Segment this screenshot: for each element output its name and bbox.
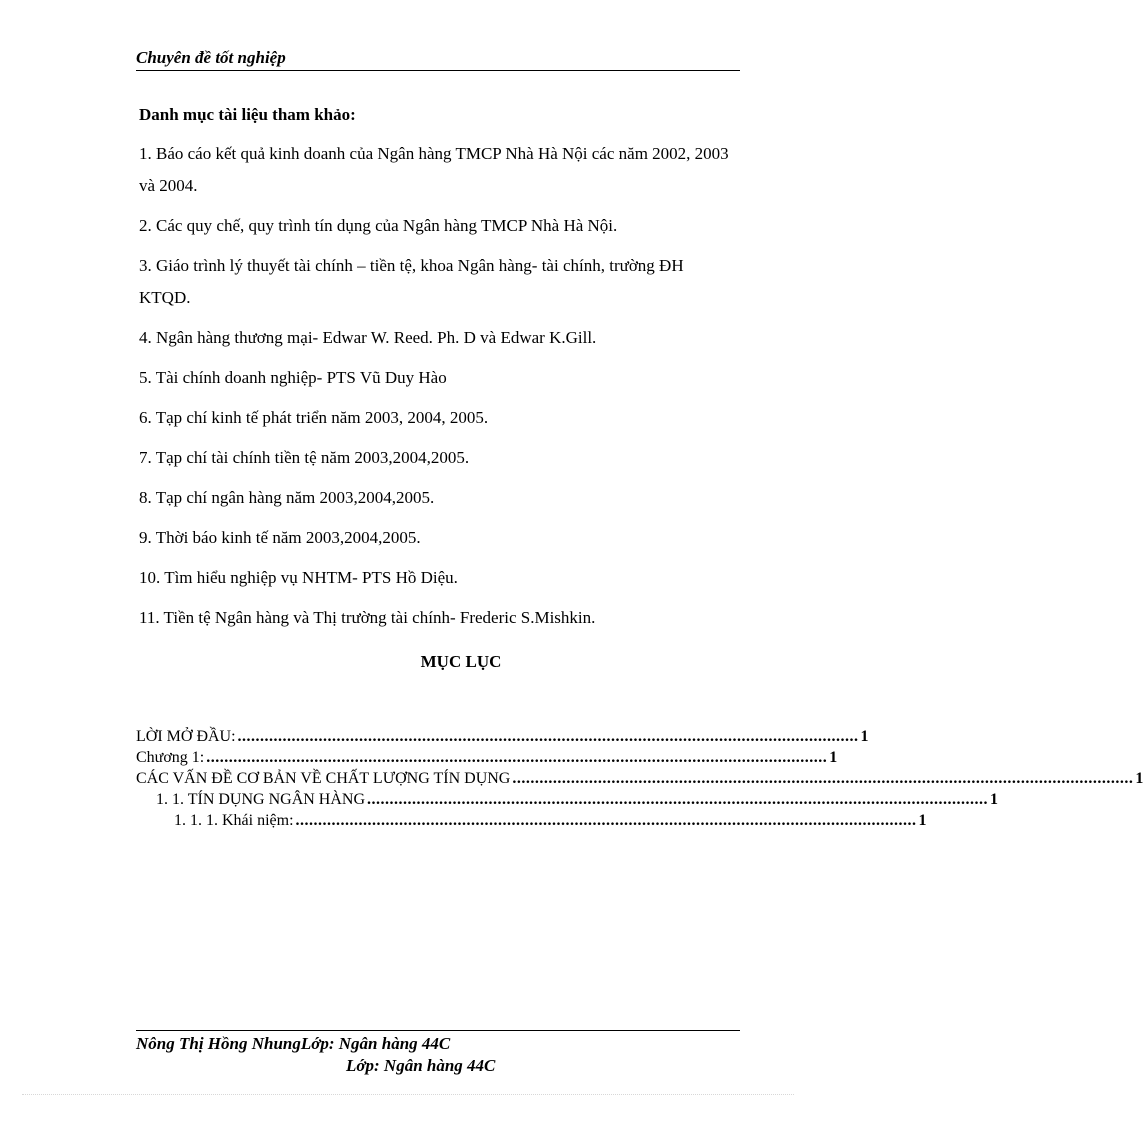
reference-item: 8. Tạp chí ngân hàng năm 2003,2004,2005. [139, 488, 435, 507]
toc-entry[interactable] [136, 747, 838, 768]
toc-entry-page: 1 [918, 812, 927, 829]
toc-leader-dots: .......................................................................................................................................... [206, 749, 828, 766]
reference-item: 5. Tài chính doanh nghiệp- PTS Vũ Duy Hào [139, 368, 447, 387]
toc-entry[interactable] [136, 768, 1143, 789]
reference-item: 10. Tìm hiểu nghiệp vụ NHTM- PTS Hồ Diệu. [139, 568, 458, 587]
toc-entry-label: CÁC VẤN ĐỀ CƠ BẢN VỀ CHẤT LƯỢNG TÍN DỤNG [136, 770, 511, 787]
toc-title: MỤC LỤC [420, 652, 502, 671]
reference-item: 11. Tiền tệ Ngân hàng và Thị trường tài chính- Frederic S.Mishkin. [139, 608, 596, 627]
page-bottom-border [22, 1094, 794, 1095]
reference-item: 4. Ngân hàng thương mại- Edwar W. Reed. Ph. D và Edwar K.Gill. [139, 328, 597, 347]
header-divider [136, 70, 740, 71]
table-of-contents [136, 726, 1143, 831]
reference-item: 9. Thời báo kinh tế năm 2003,2004,2005. [139, 528, 421, 547]
references-section [139, 104, 729, 642]
header-title: Chuyên đề tốt nghiệp [136, 48, 286, 67]
toc-entry[interactable] [136, 810, 927, 831]
toc-entry-label: Chương 1: [136, 749, 205, 766]
references-heading: Danh mục tài liệu tham khảo: [139, 105, 356, 124]
toc-leader-dots: .......................................................................................................................................... [367, 791, 989, 808]
footer-author: Nông Thị Hồng NhungLớp: Ngân hàng 44C [136, 1034, 451, 1053]
toc-entry[interactable] [136, 726, 869, 747]
reference-item: 2. Các quy chế, quy trình tín dụng của Ngân hàng TMCP Nhà Hà Nội. [139, 216, 618, 235]
toc-leader-dots: .......................................................................................................................................... [237, 728, 859, 745]
reference-item: 6. Tạp chí kinh tế phát triển năm 2003, 2004, 2005. [139, 408, 489, 427]
toc-entry-label: 1. 1. 1. Khái niệm: [174, 812, 294, 829]
toc-entry-label: 1. 1. TÍN DỤNG NGÂN HÀNG [156, 791, 366, 808]
toc-entry-page: 1 [1135, 770, 1143, 787]
reference-item: 7. Tạp chí tài chính tiền tệ năm 2003,2004,2005. [139, 448, 470, 467]
toc-entry-label: LỜI MỞ ĐẦU: [136, 728, 236, 745]
toc-entry-page: 1 [860, 728, 869, 745]
reference-item: 1. Báo cáo kết quả kinh doanh của Ngân hàng TMCP Nhà Hà Nội các năm 2002, 2003 và 2004. [139, 144, 729, 195]
reference-item: 3. Giáo trình lý thuyết tài chính – tiền tệ, khoa Ngân hàng- tài chính, trường ĐH KTQD. [139, 256, 684, 307]
footer-class: Lớp: Ngân hàng 44C [346, 1056, 496, 1075]
toc-entry-page: 1 [990, 791, 999, 808]
toc-entry-page: 1 [829, 749, 838, 766]
footer-divider [136, 1030, 740, 1031]
toc-leader-dots: .......................................................................................................................................... [295, 812, 917, 829]
toc-leader-dots: .......................................................................................................................................... [512, 770, 1134, 787]
toc-entry[interactable] [136, 789, 999, 810]
